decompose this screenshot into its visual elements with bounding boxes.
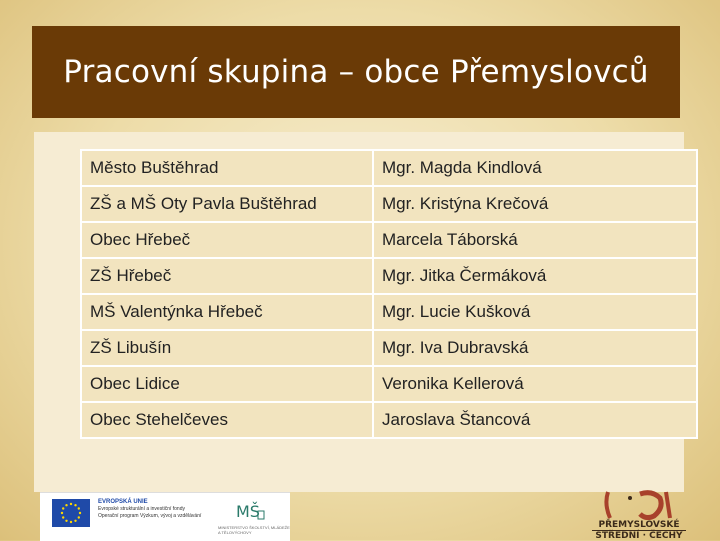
table-row <box>81 294 697 330</box>
place-cell: ZŠ Libušín <box>81 330 373 366</box>
table-row <box>81 222 697 258</box>
person-cell: Mgr. Magda Kindlová <box>373 150 697 186</box>
eu-flag-icon <box>52 499 90 527</box>
svg-text:MŠ: MŠ <box>236 502 260 521</box>
title-bar <box>32 26 680 118</box>
slide-title: Pracovní skupina – obce Přemyslovců <box>63 54 649 90</box>
person-cell: Mgr. Lucie Kušková <box>373 294 697 330</box>
eu-heading: EVROPSKÁ UNIE <box>98 499 148 505</box>
person-cell: Mgr. Iva Dubravská <box>373 330 697 366</box>
premyslovske-logo-icon <box>600 488 680 520</box>
brand-line-1: PŘEMYSLOVSKÉ <box>598 520 680 530</box>
place-cell: ZŠ Hřebeč <box>81 258 373 294</box>
eu-line-2: Operační program Výzkum, vývoj a vzdělávání <box>98 513 202 519</box>
table-row <box>81 402 697 438</box>
place-cell: Obec Lidice <box>81 366 373 402</box>
place-cell: MŠ Valentýnka Hřebeč <box>81 294 373 330</box>
table-row <box>81 366 697 402</box>
person-cell: Mgr. Jitka Čermáková <box>373 258 697 294</box>
person-cell: Mgr. Kristýna Krečová <box>373 186 697 222</box>
premyslovske-brand <box>592 488 686 540</box>
person-cell: Veronika Kellerová <box>373 366 697 402</box>
table-row <box>81 150 697 186</box>
msmt-logo-icon <box>232 499 268 523</box>
eu-line-1: Evropské strukturální a investiční fondy <box>98 506 185 512</box>
place-cell: Město Buštěhrad <box>81 150 373 186</box>
staff-table <box>80 149 698 439</box>
place-cell: Obec Hřebeč <box>81 222 373 258</box>
table-row <box>81 186 697 222</box>
person-cell: Jaroslava Štancová <box>373 402 697 438</box>
table-row <box>81 258 697 294</box>
funding-logo-bar <box>40 492 290 541</box>
place-cell: Obec Stehelčeves <box>81 402 373 438</box>
brand-line-2: STŘEDNÍ · ČECHY <box>592 530 686 541</box>
eu-program-text <box>98 499 201 520</box>
msmt-text: MINISTERSTVO ŠKOLSTVÍ, MLÁDEŽE A TĚLOVÝCHOVY <box>218 525 290 535</box>
table-row <box>81 330 697 366</box>
eu-stars-icon <box>52 499 90 527</box>
place-cell: ZŠ a MŠ Oty Pavla Buštěhrad <box>81 186 373 222</box>
person-cell: Marcela Táborská <box>373 222 697 258</box>
